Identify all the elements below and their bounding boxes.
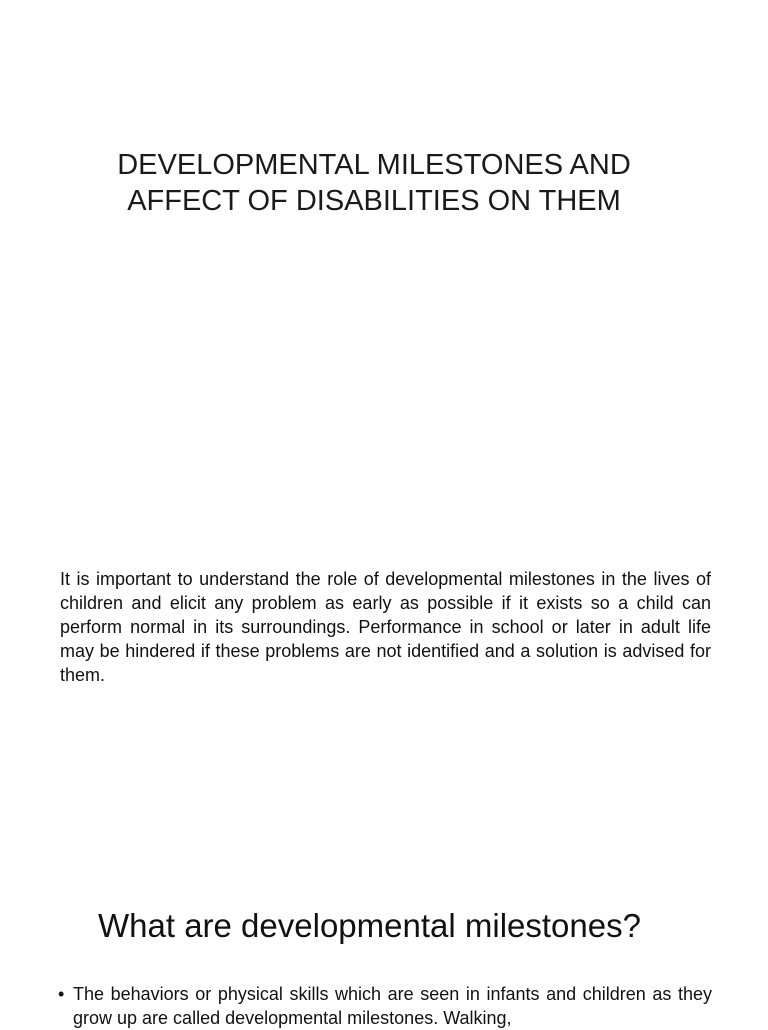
bullet-icon: •	[58, 984, 65, 1004]
section-heading: What are developmental milestones?	[98, 907, 641, 944]
title-line-2: AFFECT OF DISABILITIES ON THEM	[127, 185, 621, 217]
intro-paragraph: It is important to understand the role of developmental milestones in the lives of children and elicit any problem as early as possible if it exists so a child can perform normal in its surroundings. Performance in school or later in adult life may be hindered if these problems are not identified and a solution is advised for them.	[60, 569, 711, 685]
bullet-list	[58, 982, 712, 1030]
title-line-1: DEVELOPMENTAL MILESTONES AND	[117, 149, 631, 181]
list-item	[58, 982, 712, 1030]
bullet-text: The behaviors or physical skills which are seen in infants and children as they grow up are called developmental milestones. Walking,	[73, 984, 712, 1028]
document-title	[60, 147, 688, 219]
